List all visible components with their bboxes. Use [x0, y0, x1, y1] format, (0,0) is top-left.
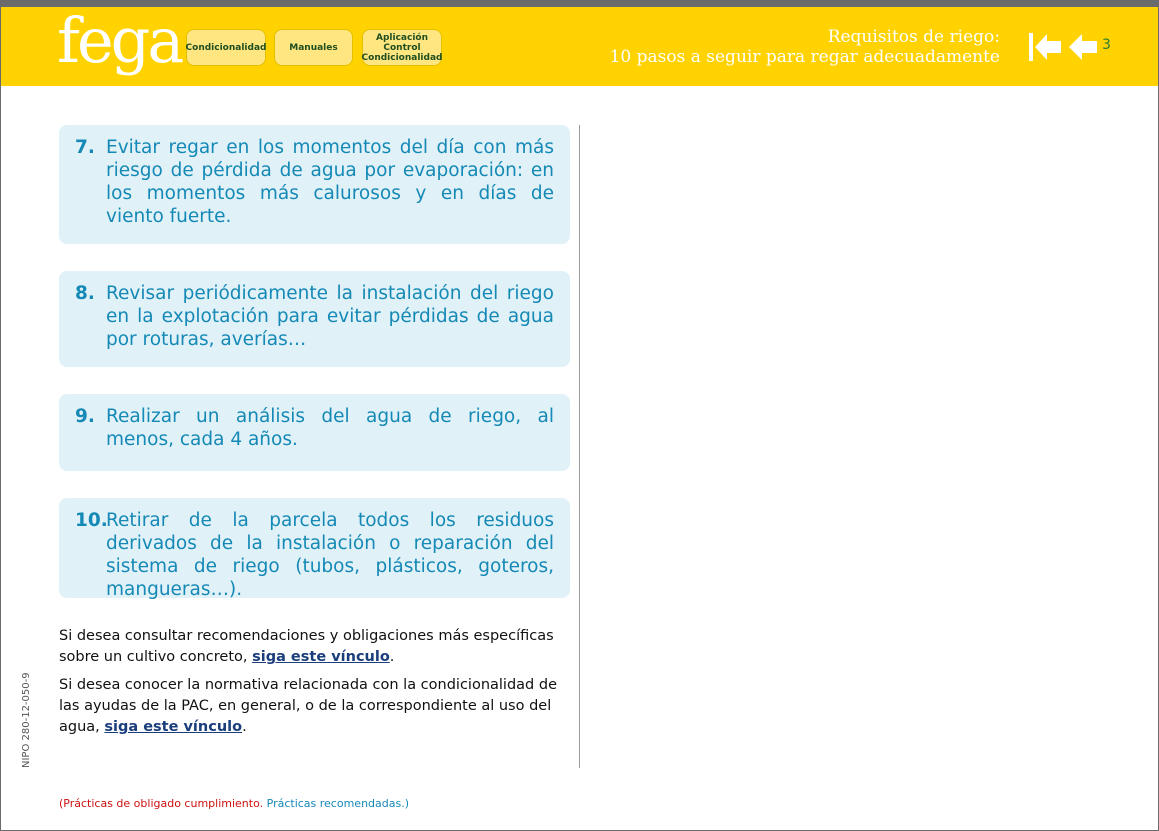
- document-page: [1, 7, 1158, 830]
- aplicacion-label-line2: Control: [383, 42, 421, 53]
- first-page-icon[interactable]: [1028, 31, 1062, 63]
- step-8-box: [59, 271, 570, 367]
- legend-close: ): [404, 797, 410, 810]
- legend: [59, 797, 409, 810]
- step-text: Retirar de la parcela todos los residuos derivados de la instalación o reparación del sistema de riego (tubos, plásticos, goteros, mangueras…).: [106, 510, 554, 600]
- title-line-1: Requisitos de riego:: [827, 27, 1000, 47]
- note-text: Si desea conocer la normativa relacionada con la condicionalidad de las ayudas de la PAC, en general, o de la correspondiente al uso del agua,: [59, 677, 557, 735]
- title-line-2: 10 pasos a seguir para regar adecuadamente: [609, 47, 1000, 67]
- manuales-label: Manuales: [289, 42, 338, 53]
- step-9-box: [59, 394, 570, 471]
- legend-open: (: [59, 797, 64, 810]
- crop-link[interactable]: siga este vínculo: [252, 649, 390, 665]
- manuales-button[interactable]: [274, 29, 353, 66]
- page-title: [610, 27, 1000, 67]
- step-text: Revisar periódicamente la instalación del riego en la explotación para evitar pérdidas de agua por roturas, averías…: [106, 283, 554, 350]
- aplicacion-label-line3: Condicionalidad: [361, 52, 443, 63]
- fega-logo[interactable]: fega: [57, 7, 182, 77]
- step-number: 9.: [75, 406, 95, 427]
- header-bar: [1, 7, 1158, 86]
- crop-recommendations-note: [59, 626, 571, 668]
- step-number: 10.: [75, 510, 108, 531]
- previous-page-icon[interactable]: [1068, 31, 1098, 63]
- step-10-box: [59, 498, 570, 598]
- step-number: 7.: [75, 137, 95, 158]
- regulation-note: [59, 675, 571, 738]
- page-number: 3: [1102, 37, 1111, 53]
- note-text: Si desea consultar recomendaciones y obligaciones más específicas sobre un cultivo concreto,: [59, 628, 554, 665]
- aplicacion-label-line1: Aplicación: [376, 32, 428, 43]
- regulation-link[interactable]: siga este vínculo: [104, 719, 243, 735]
- aplicacion-control-button[interactable]: [362, 29, 442, 66]
- note-period: .: [242, 719, 247, 735]
- condicionalidad-button[interactable]: [186, 29, 266, 66]
- column-divider: [579, 125, 580, 768]
- step-text: Realizar un análisis del agua de riego, al menos, cada 4 años.: [106, 406, 554, 450]
- note-period: .: [389, 649, 395, 665]
- legend-recommended: Prácticas recomendadas.: [266, 797, 405, 810]
- step-7-box: [59, 125, 570, 244]
- legend-obligatory: Prácticas de obligado cumplimiento.: [63, 797, 264, 810]
- step-text: Evitar regar en los momentos del día con más riesgo de pérdida de agua por evaporación: en los momentos más calurosos y en días de viento fuerte.: [106, 137, 554, 227]
- nipo-code: NIPO 280-12-050-9: [21, 672, 32, 768]
- condicionalidad-label: Condicionalidad: [185, 42, 267, 53]
- step-number: 8.: [75, 283, 95, 304]
